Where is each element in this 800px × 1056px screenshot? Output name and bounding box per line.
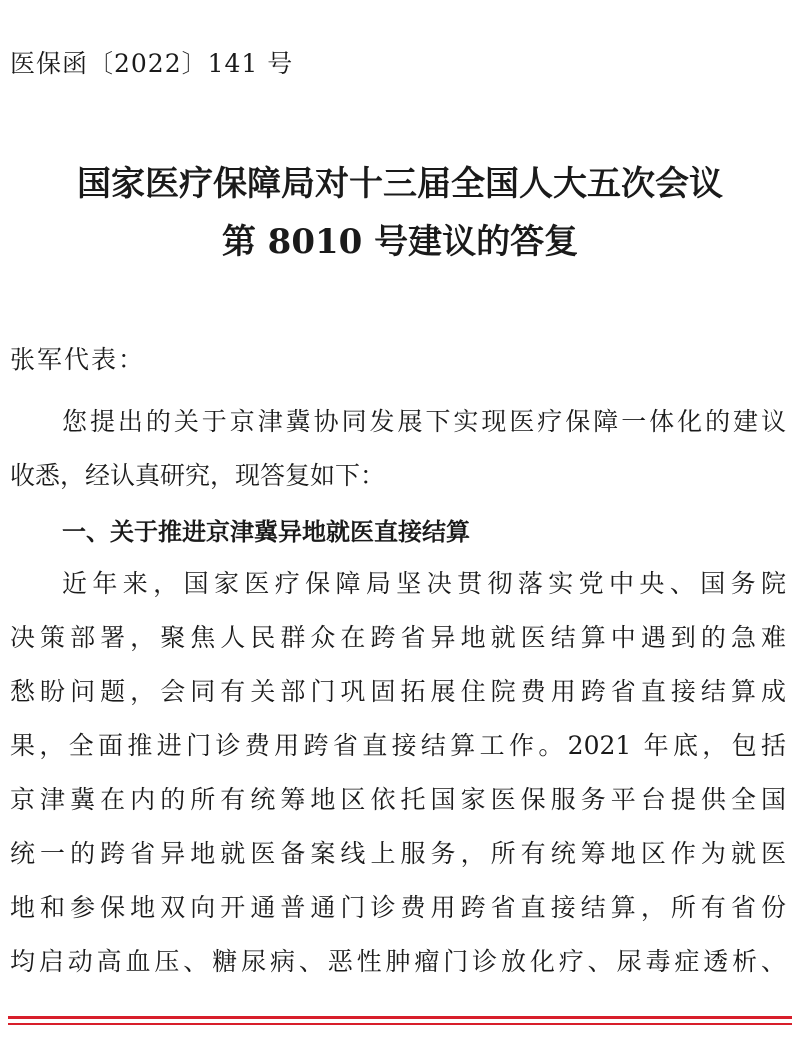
paragraph-line: 您提出的关于京津冀协同发展下实现医疗保障一体化的建议 bbox=[62, 407, 786, 436]
footer-rule-thin bbox=[8, 1023, 792, 1025]
paragraph-line: 收悉，经认真研究，现答复如下： bbox=[10, 461, 386, 490]
section-heading-1: 一、关于推进京津冀异地就医直接结算 bbox=[62, 518, 470, 546]
paragraph-line: 近年来，国家医疗保障局坚决贯彻落实党中央、国务院 bbox=[62, 569, 786, 598]
document-number: 医保函〔2022〕141 号 bbox=[10, 49, 294, 78]
document-title-line-1: 国家医疗保障局对十三届全国人大五次会议 bbox=[77, 164, 723, 204]
paragraph-line: 决策部署，聚焦人民群众在跨省异地就医结算中遇到的急难 bbox=[10, 623, 786, 652]
paragraph-line: 统一的跨省异地就医备案线上服务，所有统筹地区作为就医 bbox=[10, 839, 786, 868]
footer-rule-thick bbox=[8, 1016, 792, 1019]
paragraph-line: 京津冀在内的所有统筹地区依托国家医保服务平台提供全国 bbox=[10, 785, 786, 814]
salutation: 张军代表： bbox=[10, 345, 146, 374]
paragraph-line: 均启动高血压、糖尿病、恶性肿瘤门诊放化疗、尿毒症透析、 bbox=[10, 947, 786, 976]
paragraph-intro bbox=[10, 395, 786, 503]
paragraph-section-1 bbox=[10, 557, 786, 989]
document-title-line-2: 第 8010 号建议的答复 bbox=[221, 222, 579, 262]
paragraph-line: 地和参保地双向开通普通门诊费用跨省直接结算，所有省份 bbox=[10, 893, 786, 922]
paragraph-line: 果，全面推进门诊费用跨省直接结算工作。2021 年底，包括 bbox=[10, 731, 786, 760]
footer-double-rule bbox=[0, 1016, 800, 1030]
paragraph-line: 愁盼问题，会同有关部门巩固拓展住院费用跨省直接结算成 bbox=[10, 677, 786, 706]
